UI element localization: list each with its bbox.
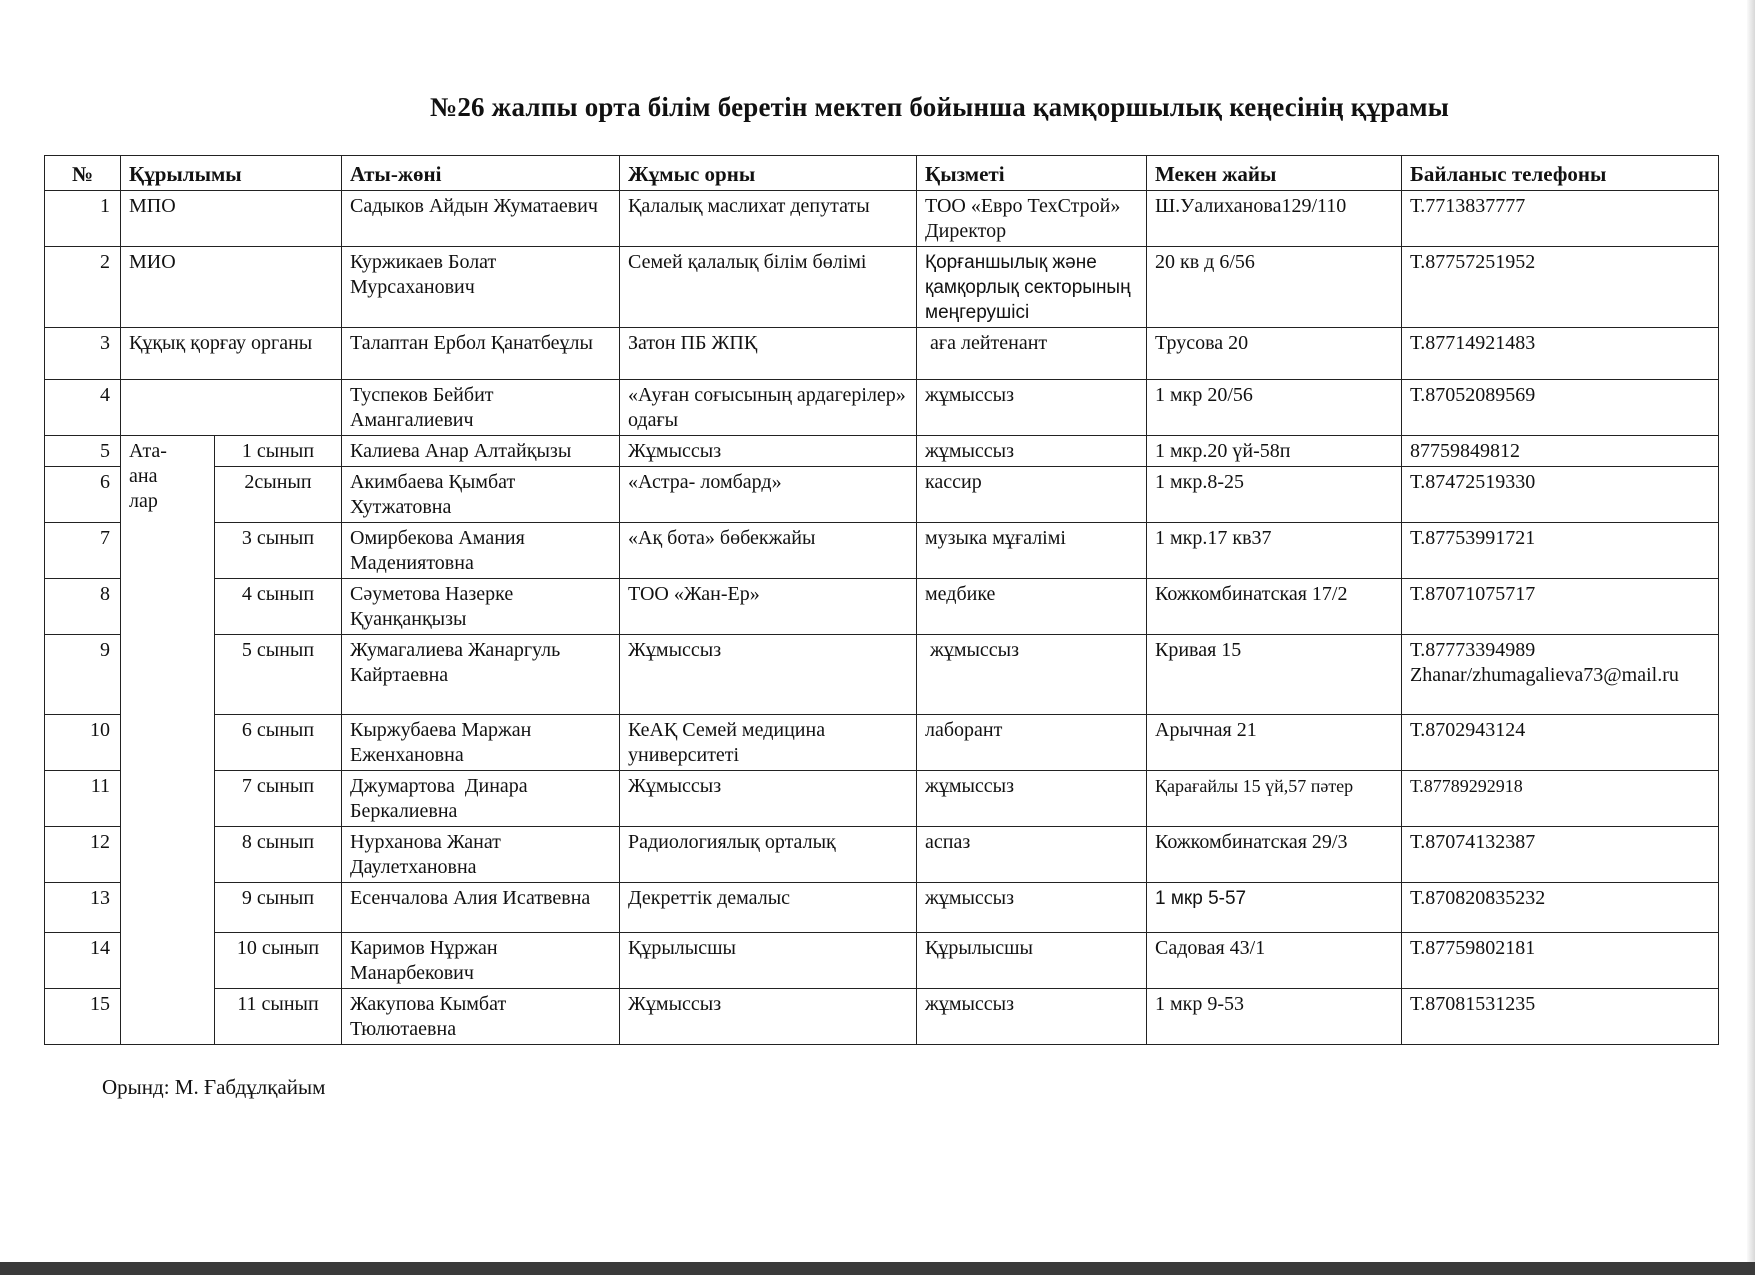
row-name: Жумагалиева Жанаргуль Кайртаевна xyxy=(342,635,620,715)
row-position: жұмыссыз xyxy=(917,635,1147,715)
table-row xyxy=(45,635,1719,715)
row-grade: 8 сынып xyxy=(215,827,342,883)
row-num: 3 xyxy=(45,328,121,380)
row-position: медбике xyxy=(917,579,1147,635)
row-address: 1 мкр 9-53 xyxy=(1147,989,1402,1045)
row-phone: Т.87472519330 xyxy=(1402,467,1719,523)
row-position: кассир xyxy=(917,467,1147,523)
row-phone: Т.87789292918 xyxy=(1402,771,1719,827)
row-phone: Т.87052089569 xyxy=(1402,380,1719,436)
row-address: Кожкомбинатская 29/3 xyxy=(1147,827,1402,883)
row-num: 11 xyxy=(45,771,121,827)
row-phone: Т.87714921483 xyxy=(1402,328,1719,380)
row-phone: Т.87759802181 xyxy=(1402,933,1719,989)
header-address: Мекен жайы xyxy=(1147,156,1402,191)
row-grade: 6 сынып xyxy=(215,715,342,771)
row-grade: 11 сынып xyxy=(215,989,342,1045)
row-name: Акимбаева Қымбат Хутжатовна xyxy=(342,467,620,523)
parents-group-label: Ата-ана лар xyxy=(121,436,215,1045)
row-name: Садыков Айдын Жуматаевич xyxy=(342,191,620,247)
row-num: 1 xyxy=(45,191,121,247)
row-grade: 7 сынып xyxy=(215,771,342,827)
row-phone: Т.87071075717 xyxy=(1402,579,1719,635)
row-workplace: Қалалық маслихат депутаты xyxy=(620,191,917,247)
table-row xyxy=(45,715,1719,771)
row-name: Каримов Нұржан Манарбекович xyxy=(342,933,620,989)
row-workplace: Жұмыссыз xyxy=(620,436,917,467)
row-structure xyxy=(121,380,342,436)
row-structure: МПО xyxy=(121,191,342,247)
row-workplace: Семей қалалық білім бөлімі xyxy=(620,247,917,328)
row-address: 1 мкр 5-57 xyxy=(1147,883,1402,933)
row-workplace: Радиологиялық орталық xyxy=(620,827,917,883)
row-address: Қарағайлы 15 үй,57 пәтер xyxy=(1147,771,1402,827)
row-address: 1 мкр 20/56 xyxy=(1147,380,1402,436)
row-phone: Т.87081531235 xyxy=(1402,989,1719,1045)
row-num: 6 xyxy=(45,467,121,523)
row-name: Туспеков Бейбит Амангалиевич xyxy=(342,380,620,436)
row-workplace: Жұмыссыз xyxy=(620,771,917,827)
header-workplace: Жұмыс орны xyxy=(620,156,917,191)
table-row xyxy=(45,989,1719,1045)
row-position: лаборант xyxy=(917,715,1147,771)
row-name: Есенчалова Алия Исатвевна xyxy=(342,883,620,933)
row-num: 12 xyxy=(45,827,121,883)
row-name: Куржикаев Болат Мурсаханович xyxy=(342,247,620,328)
row-position: жұмыссыз xyxy=(917,989,1147,1045)
header-row xyxy=(45,156,1719,191)
footer-prepared-by: Орынд: М. Ғабдұлқайым xyxy=(102,1075,326,1099)
table-row xyxy=(45,883,1719,933)
row-address: Ш.Уалиханова129/110 xyxy=(1147,191,1402,247)
row-position: аға лейтенант xyxy=(917,328,1147,380)
row-address: Кривая 15 xyxy=(1147,635,1402,715)
row-grade: 4 сынып xyxy=(215,579,342,635)
row-workplace: Декреттік демалыс xyxy=(620,883,917,933)
row-position: Қорғаншылық және қамқорлық секторының меңгерушісі xyxy=(917,247,1147,328)
row-grade: 10 сынып xyxy=(215,933,342,989)
row-position: аспаз xyxy=(917,827,1147,883)
row-grade: 2сынып xyxy=(215,467,342,523)
table-row xyxy=(45,436,1719,467)
row-phone: Т.870820835232 xyxy=(1402,883,1719,933)
row-name: Талаптан Ербол Қанатбеұлы xyxy=(342,328,620,380)
row-phone: 87759849812 xyxy=(1402,436,1719,467)
row-phone: Т.8702943124 xyxy=(1402,715,1719,771)
row-phone: Т.87773394989 xyxy=(1410,639,1536,661)
table-row xyxy=(45,827,1719,883)
row-workplace: Жұмыссыз xyxy=(620,989,917,1045)
row-workplace: ТОО «Жан-Ер» xyxy=(620,579,917,635)
row-name: Жакупова Кымбат Тюлютаевна xyxy=(342,989,620,1045)
row-position: жұмыссыз xyxy=(917,771,1147,827)
row-num: 2 xyxy=(45,247,121,328)
row-num: 14 xyxy=(45,933,121,989)
row-workplace: Затон ПБ ЖПҚ xyxy=(620,328,917,380)
header-position: Қызметі xyxy=(917,156,1147,191)
row-workplace: Жұмыссыз xyxy=(620,635,917,715)
row-workplace: «Ауған соғысының ардагерілер» одағы xyxy=(620,380,917,436)
row-structure: МИО xyxy=(121,247,342,328)
row-position: ТОО «Евро ТехСтрой» Директор xyxy=(917,191,1147,247)
table-row xyxy=(45,771,1719,827)
row-address: 20 кв д 6/56 xyxy=(1147,247,1402,328)
row-num: 15 xyxy=(45,989,121,1045)
board-table xyxy=(44,155,1719,1045)
row-position: жұмыссыз xyxy=(917,380,1147,436)
row-name: Кыржубаева Маржан Еженхановна xyxy=(342,715,620,771)
row-workplace: КеАҚ Семей медицина университеті xyxy=(620,715,917,771)
row-phone-cell xyxy=(1402,635,1719,715)
row-grade: 5 сынып xyxy=(215,635,342,715)
row-position: Құрылысшы xyxy=(917,933,1147,989)
row-phone: Т.7713837777 xyxy=(1402,191,1719,247)
row-address: Трусова 20 xyxy=(1147,328,1402,380)
row-phone: Т.87753991721 xyxy=(1402,523,1719,579)
row-workplace: «Ақ бота» бөбекжайы xyxy=(620,523,917,579)
document-title: №26 жалпы орта білім беретін мектеп бойынша қамқоршылық кеңесінің құрамы xyxy=(430,92,1450,122)
row-name: Нурханова Жанат Даулетхановна xyxy=(342,827,620,883)
row-name: Калиева Анар Алтайқызы xyxy=(342,436,620,467)
row-address: Садовая 43/1 xyxy=(1147,933,1402,989)
row-workplace: Құрылысшы xyxy=(620,933,917,989)
header-name: Аты-жөні xyxy=(342,156,620,191)
table-row xyxy=(45,247,1719,328)
scan-bottom-border xyxy=(0,1262,1755,1275)
row-grade: 3 сынып xyxy=(215,523,342,579)
row-num: 4 xyxy=(45,380,121,436)
row-position: жұмыссыз xyxy=(917,883,1147,933)
scan-edge-shadow xyxy=(1747,0,1755,1262)
header-structure: Құрылымы xyxy=(121,156,342,191)
row-num: 8 xyxy=(45,579,121,635)
row-position: жұмыссыз xyxy=(917,436,1147,467)
row-address: Арычная 21 xyxy=(1147,715,1402,771)
row-num: 7 xyxy=(45,523,121,579)
table-row xyxy=(45,191,1719,247)
row-phone: Т.87757251952 xyxy=(1402,247,1719,328)
row-num: 9 xyxy=(45,635,121,715)
row-phone: Т.87074132387 xyxy=(1402,827,1719,883)
row-num: 13 xyxy=(45,883,121,933)
row-address: 1 мкр.20 үй-58п xyxy=(1147,436,1402,467)
row-position: музыка мұғалімі xyxy=(917,523,1147,579)
header-phone: Байланыс телефоны xyxy=(1402,156,1719,191)
table-row xyxy=(45,579,1719,635)
row-name: Омирбекова Амания Мадениятовна xyxy=(342,523,620,579)
row-workplace: «Астра- ломбард» xyxy=(620,467,917,523)
row-name: Джумартова Динара Беркалиевна xyxy=(342,771,620,827)
row-email: Zhanar/zhumagalieva73@mail.ru xyxy=(1410,664,1679,686)
row-grade: 9 сынып xyxy=(215,883,342,933)
row-address: 1 мкр.8-25 xyxy=(1147,467,1402,523)
row-address: 1 мкр.17 кв37 xyxy=(1147,523,1402,579)
header-num: № xyxy=(45,156,121,191)
table-row xyxy=(45,933,1719,989)
table-row xyxy=(45,467,1719,523)
row-address: Кожкомбинатская 17/2 xyxy=(1147,579,1402,635)
table-row xyxy=(45,328,1719,380)
table-row xyxy=(45,523,1719,579)
row-num: 10 xyxy=(45,715,121,771)
table-row xyxy=(45,380,1719,436)
row-structure: Құқық қорғау органы xyxy=(121,328,342,380)
row-grade: 1 сынып xyxy=(215,436,342,467)
row-num: 5 xyxy=(45,436,121,467)
row-name: Сәуметова Назерке Қуанқанқызы xyxy=(342,579,620,635)
